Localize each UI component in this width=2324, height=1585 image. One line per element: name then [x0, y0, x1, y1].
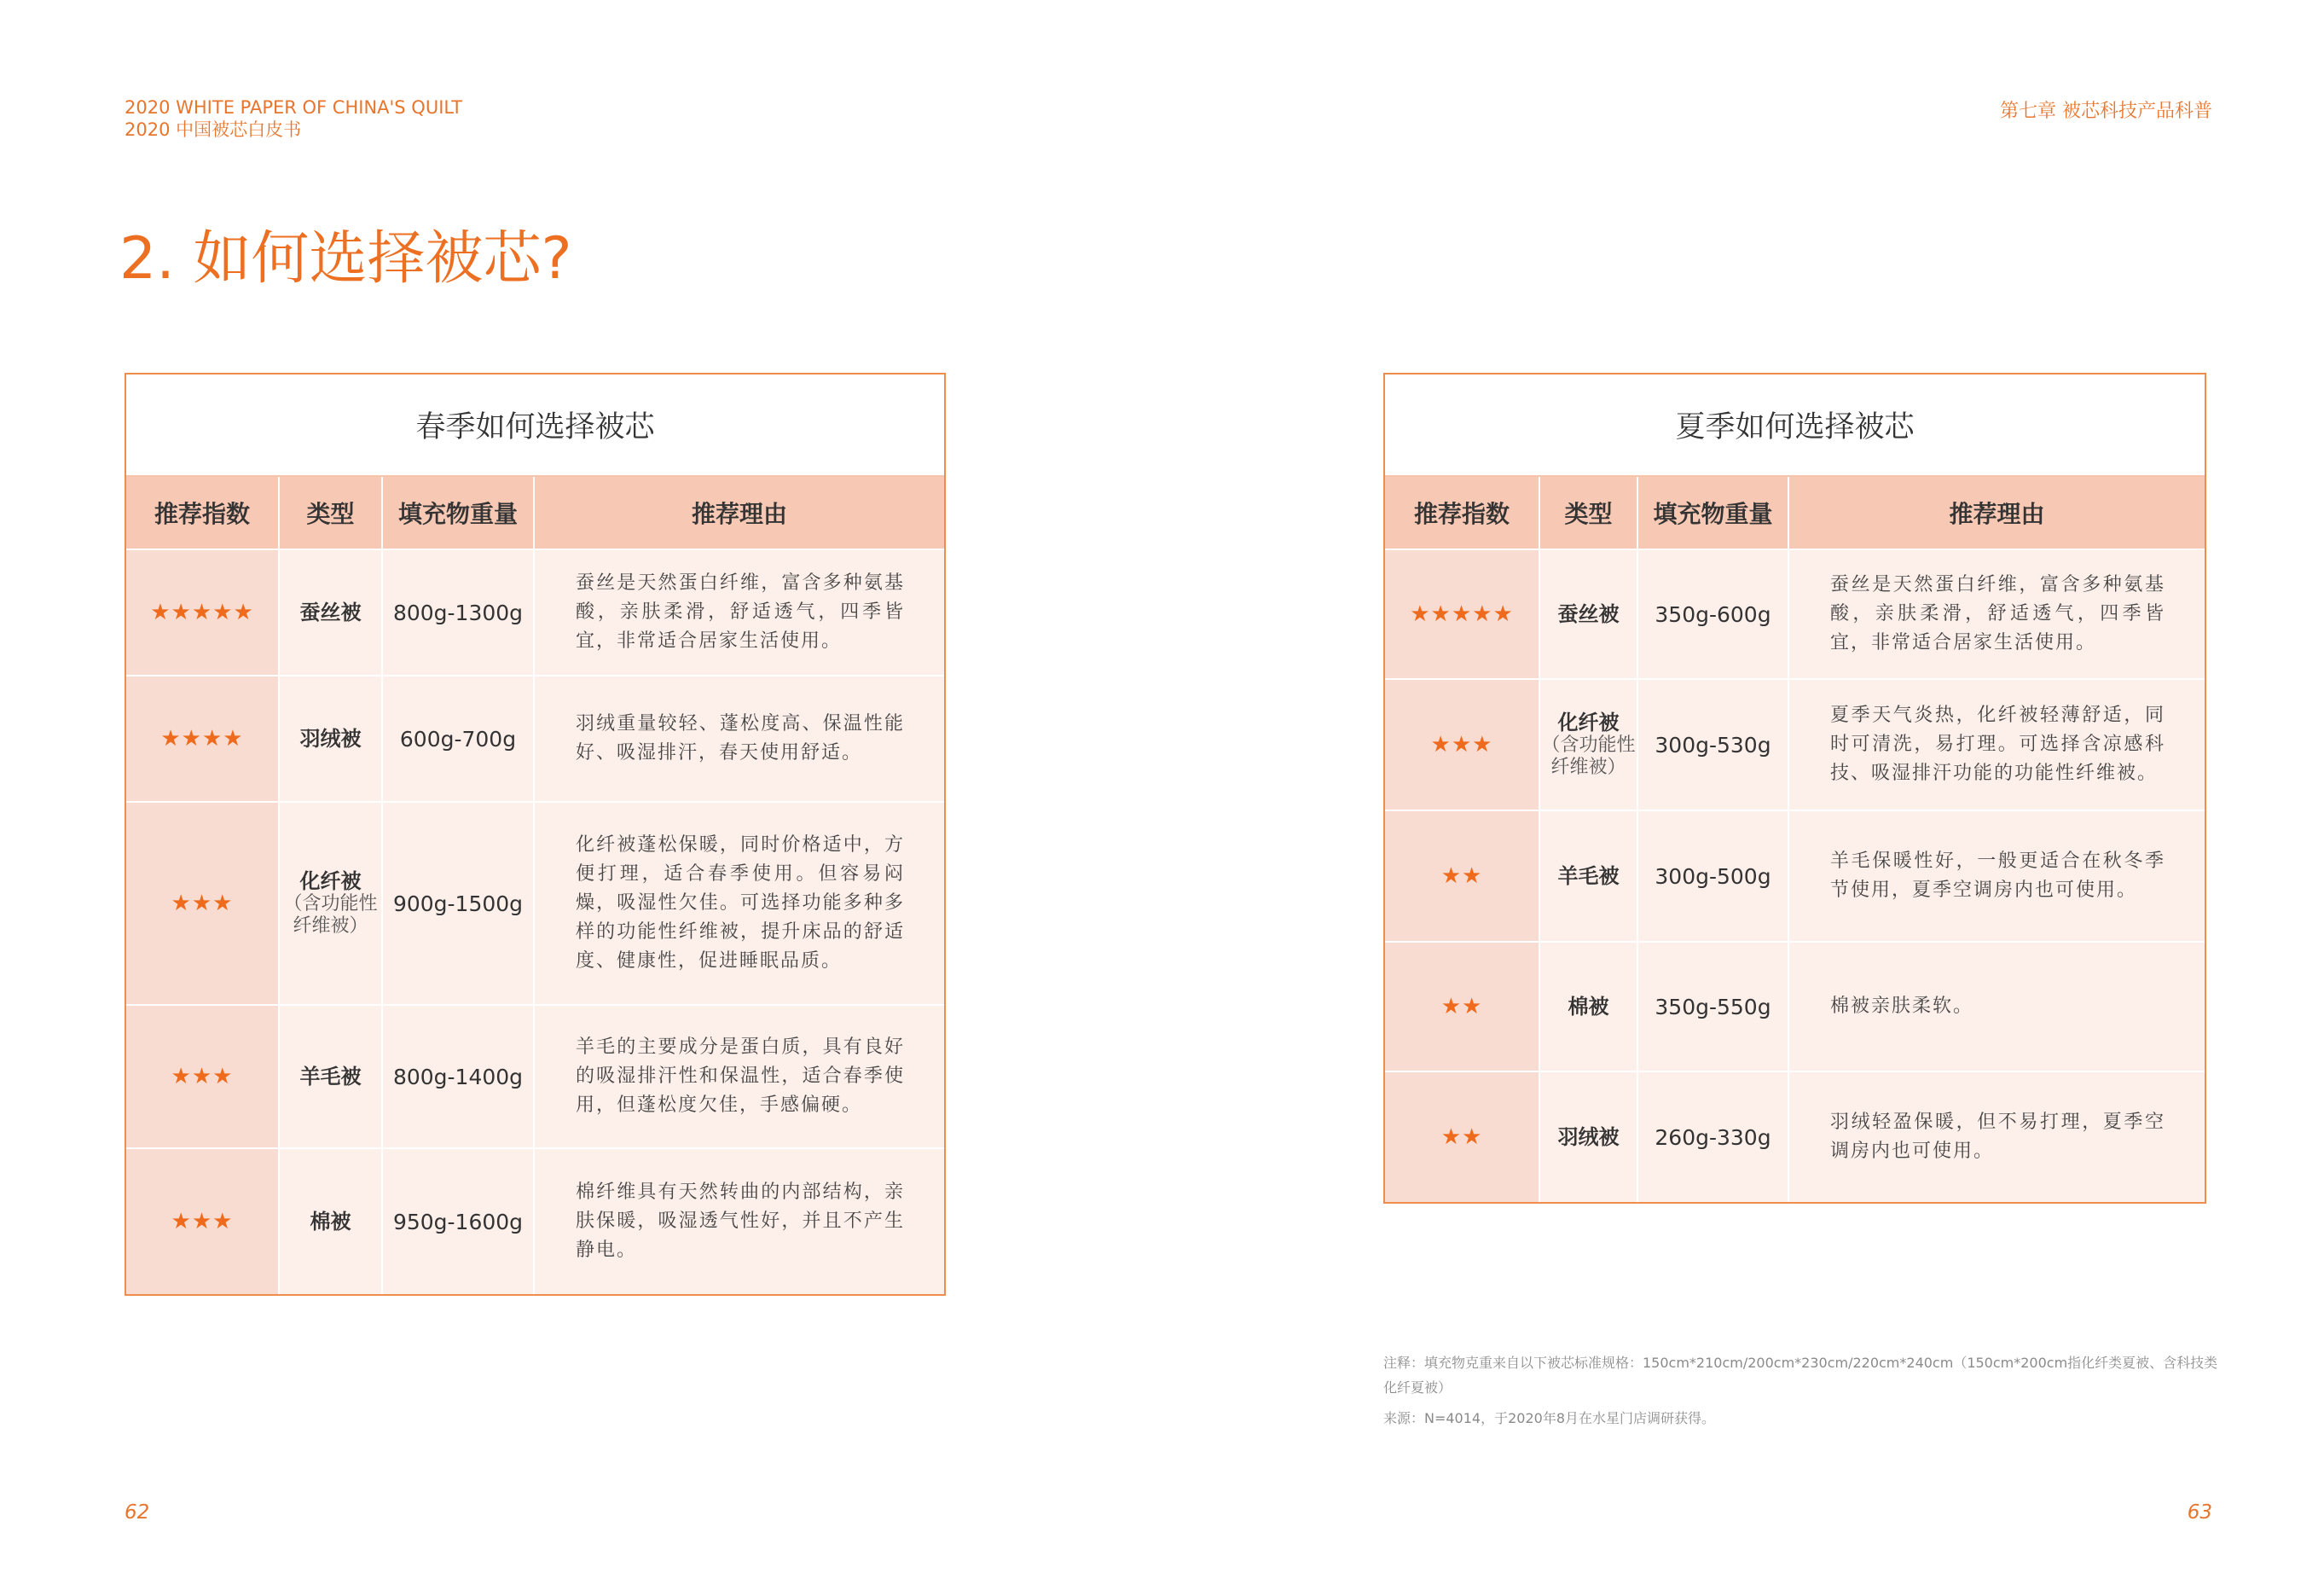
- recommendation-reason: 夏季天气炎热，化纤被轻薄舒适，同时可清洗，易打理。可选择含凉感科技、吸湿排汗功能的功能性纤维被。: [1830, 705, 2165, 784]
- quilt-type-cell: [280, 676, 383, 801]
- quilt-type-cell: [1540, 680, 1638, 810]
- col-header-type: 类型: [280, 477, 383, 549]
- quilt-type: 羽绒被: [299, 727, 362, 751]
- fill-weight: 260g-330g: [1638, 1072, 1789, 1202]
- fill-weight: 600g-700g: [383, 676, 535, 801]
- recommendation-reason: 棉纤维具有天然转曲的内部结构，亲肤保暖，吸湿透气性好，并且不产生静电。: [576, 1181, 905, 1261]
- rating-stars: ★★: [1385, 1072, 1540, 1202]
- quilt-type: 蚕丝被: [299, 601, 362, 624]
- col-header-type: 类型: [1540, 477, 1638, 549]
- rating-stars: ★★★: [126, 803, 280, 1004]
- footnote: 注释：填充物克重来自以下被芯标准规格：150cm*210cm/200cm*230cm/220cm*240cm（150cm*200cm指化纤类夏被、含科技类化纤夏被）: [1383, 1355, 2218, 1396]
- table-row: [1385, 941, 2205, 1071]
- spring-table-header: [126, 477, 944, 549]
- quilt-type-note: （含功能性纤维被）: [1541, 734, 1636, 778]
- table-row: [1385, 549, 2205, 678]
- table-row: [1385, 810, 2205, 941]
- quilt-type: 棉被: [1568, 995, 1609, 1019]
- col-header-reason: 推荐理由: [691, 500, 787, 528]
- rating-stars: ★★★: [126, 1149, 280, 1294]
- quilt-type-note: （含功能性纤维被）: [283, 893, 378, 937]
- summer-table-title: 夏季如何选择被芯: [1385, 374, 2205, 477]
- fill-weight: 350g-600g: [1638, 550, 1789, 678]
- rating-stars: ★★★: [126, 1006, 280, 1147]
- col-header-rating: 推荐指数: [126, 477, 280, 549]
- quilt-type-cell: [280, 803, 383, 1004]
- recommendation-reason: 化纤被蓬松保暖，同时价格适中，方便打理，适合春季使用。但容易闷燥，吸湿性欠佳。可选择功能多种多样的功能性纤维被，提升床品的舒适度、健康性，促进睡眠品质。: [576, 834, 905, 972]
- rating-stars: ★★★★★: [126, 550, 280, 675]
- quilt-type-cell: [1540, 811, 1638, 941]
- quilt-type-cell: [280, 550, 383, 675]
- quilt-type: 羊毛被: [299, 1065, 362, 1089]
- col-header-rating: 推荐指数: [1385, 477, 1540, 549]
- recommendation-reason: 蚕丝是天然蛋白纤维，富含多种氨基酸，亲肤柔滑，舒适透气，四季皆宜，非常适合居家生活使用。: [576, 572, 905, 652]
- col-header-weight: 填充物重量: [383, 477, 535, 549]
- rating-stars: ★★: [1385, 943, 1540, 1071]
- fill-weight: 300g-530g: [1638, 680, 1789, 810]
- quilt-type: 蚕丝被: [1557, 602, 1620, 626]
- table-row: [1385, 1071, 2205, 1202]
- running-header-chapter: 第七章 被芯科技产品科普: [2000, 101, 2212, 122]
- table-row: [1385, 678, 2205, 810]
- page-number-right: 63: [2187, 1501, 2212, 1524]
- table-row: [126, 675, 944, 801]
- spring-table-body: [126, 549, 944, 1294]
- summer-table: [1383, 373, 2206, 1204]
- table-row: [126, 801, 944, 1004]
- quilt-type: 化纤被: [299, 869, 362, 893]
- quilt-type-cell: [1540, 943, 1638, 1071]
- header-english-title: 2020 WHITE PAPER OF CHINA'S QUILT: [125, 97, 463, 118]
- rating-stars: ★★★★: [126, 676, 280, 801]
- rating-stars: ★★: [1385, 811, 1540, 941]
- recommendation-reason: 羽绒重量较轻、蓬松度高、保温性能好、吸湿排汗，春天使用舒适。: [576, 713, 905, 763]
- recommendation-reason: 蚕丝是天然蛋白纤维，富含多种氨基酸，亲肤柔滑，舒适透气，四季皆宜，非常适合居家生活使用。: [1830, 574, 2165, 653]
- table-row: [126, 1147, 944, 1294]
- quilt-type-cell: [280, 1149, 383, 1294]
- source-note: 来源：N=4014，于2020年8月在水星门店调研获得。: [1383, 1410, 1715, 1426]
- recommendation-reason: 羊毛保暖性好，一般更适合在秋冬季节使用，夏季空调房内也可使用。: [1830, 851, 2165, 901]
- recommendation-reason: 羽绒轻盈保暖，但不易打理，夏季空调房内也可使用。: [1830, 1112, 2165, 1162]
- rating-stars: ★★★★★: [1385, 550, 1540, 678]
- recommendation-reason: 羊毛的主要成分是蛋白质，具有良好的吸湿排汗性和保温性，适合春季使用，但蓬松度欠佳，手感偏硬。: [576, 1036, 905, 1116]
- rating-stars: ★★★: [1385, 680, 1540, 810]
- quilt-type-cell: [1540, 550, 1638, 678]
- quilt-type: 棉被: [310, 1210, 351, 1234]
- running-header-left: [125, 96, 462, 141]
- fill-weight: 800g-1300g: [383, 550, 535, 675]
- spring-table: [125, 373, 946, 1296]
- recommendation-reason: 棉被亲肤柔软。: [1830, 996, 1974, 1017]
- summer-table-body: [1385, 549, 2205, 1202]
- fill-weight: 300g-500g: [1638, 811, 1789, 941]
- summer-table-header: [1385, 477, 2205, 549]
- fill-weight: 800g-1400g: [383, 1006, 535, 1147]
- page-number-left: 62: [125, 1501, 150, 1524]
- quilt-type-cell: [1540, 1072, 1638, 1202]
- table-row: [126, 1004, 944, 1147]
- header-chinese-title: 2020 中国被芯白皮书: [125, 119, 302, 140]
- col-header-weight: 填充物重量: [1638, 477, 1789, 549]
- spring-table-title: 春季如何选择被芯: [126, 374, 944, 477]
- fill-weight: 950g-1600g: [383, 1149, 535, 1294]
- quilt-type: 羽绒被: [1557, 1125, 1620, 1149]
- table-row: [126, 549, 944, 675]
- quilt-type: 羊毛被: [1557, 864, 1620, 888]
- fill-weight: 350g-550g: [1638, 943, 1789, 1071]
- page-title: 2. 如何选择被芯?: [119, 225, 572, 293]
- quilt-type: 化纤被: [1557, 711, 1620, 734]
- fill-weight: 900g-1500g: [383, 803, 535, 1004]
- quilt-type-cell: [280, 1006, 383, 1147]
- col-header-reason: 推荐理由: [1949, 500, 2045, 528]
